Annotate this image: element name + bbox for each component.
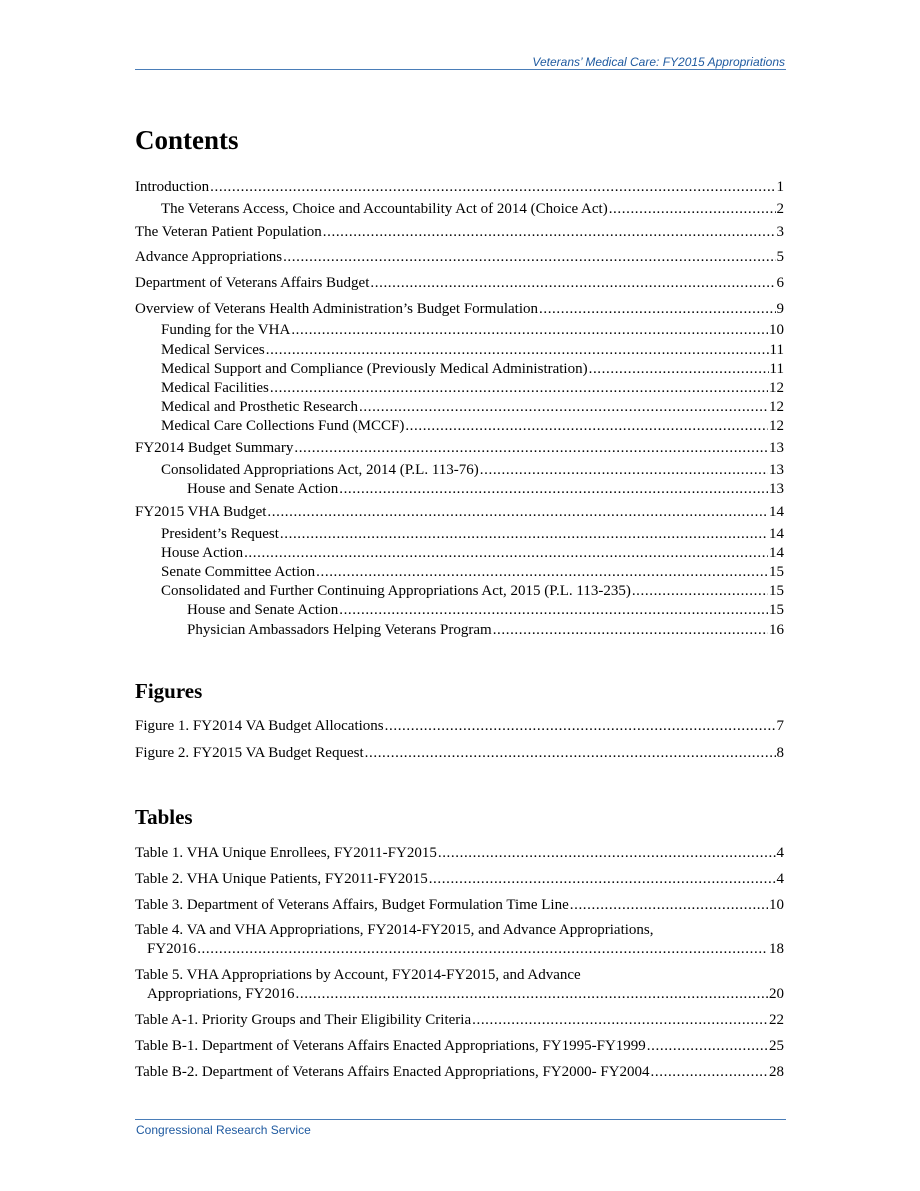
toc-entry-page: 6 <box>776 275 784 291</box>
table-entry[interactable] <box>135 1011 784 1029</box>
dot-leader <box>270 379 768 397</box>
table-entry-page: 4 <box>776 845 784 861</box>
toc-entry-title: FY2014 Budget Summary <box>135 440 294 456</box>
toc-entry-title: Senate Committee Action <box>161 564 316 580</box>
table-entry-title: Table A-1. Priority Groups and Their Eligibility Criteria <box>135 1012 472 1028</box>
figure-entry[interactable] <box>135 717 784 735</box>
dot-leader <box>280 525 768 543</box>
toc-entry[interactable] <box>135 248 784 266</box>
footer-rule <box>135 1119 786 1120</box>
toc-entry-page: 15 <box>769 602 784 618</box>
toc-entry-page: 11 <box>769 361 784 377</box>
dot-leader <box>323 223 776 241</box>
dot-leader <box>570 896 768 914</box>
toc-entry-page: 5 <box>776 249 784 265</box>
table-entry-page: 10 <box>769 897 784 913</box>
table-entry[interactable] <box>135 1037 784 1055</box>
toc-entry-page: 14 <box>769 526 784 542</box>
toc-entry[interactable] <box>135 417 784 435</box>
table-entry-title-line1[interactable]: Table 5. VHA Appropriations by Account, FY2014-FY2015, and Advance <box>135 967 581 983</box>
dot-leader <box>339 601 768 619</box>
dot-leader <box>316 563 768 581</box>
toc-entry[interactable] <box>135 360 784 378</box>
toc-entry-title: Medical Support and Compliance (Previously Medical Administration) <box>161 361 588 377</box>
table-entry-title: Table B-1. Department of Veterans Affairs Enacted Appropriations, FY1995-FY1999 <box>135 1038 646 1054</box>
toc-entry[interactable] <box>135 582 784 600</box>
dot-leader <box>589 360 769 378</box>
toc-entry-page: 13 <box>769 440 784 456</box>
toc-entry-title: Funding for the VHA <box>161 322 291 338</box>
tables-heading: Tables <box>135 805 193 829</box>
toc-entry[interactable] <box>135 300 784 318</box>
toc-entry-title: The Veteran Patient Population <box>135 224 322 240</box>
table-entry-page: 22 <box>769 1012 784 1028</box>
running-header-title: Veterans’ Medical Care: FY2015 Appropriations <box>532 55 785 69</box>
table-entry-title-line2: FY2016 <box>147 941 197 957</box>
dot-leader <box>283 248 775 266</box>
dot-leader <box>291 321 768 339</box>
table-entry-page: 18 <box>769 941 784 957</box>
table-entry[interactable] <box>135 870 784 888</box>
toc-entry[interactable] <box>135 480 784 498</box>
toc-entry-page: 14 <box>769 545 784 561</box>
toc-entry-page: 16 <box>769 622 784 638</box>
dot-leader <box>539 300 776 318</box>
toc-entry-page: 9 <box>776 301 784 317</box>
toc-entry-title: House and Senate Action <box>187 602 339 618</box>
dot-leader <box>480 461 768 479</box>
table-entry-title-line2: Appropriations, FY2016 <box>147 986 295 1002</box>
toc-entry-page: 12 <box>769 418 784 434</box>
dot-leader <box>296 985 769 1003</box>
table-entry[interactable] <box>135 896 784 914</box>
dot-leader <box>472 1011 768 1029</box>
toc-entry[interactable] <box>135 379 784 397</box>
dot-leader <box>339 480 768 498</box>
table-entry-title-line1[interactable]: Table 4. VA and VHA Appropriations, FY2014-FY2015, and Advance Appropriations, <box>135 922 654 938</box>
table-entry[interactable] <box>135 1063 784 1081</box>
dot-leader <box>429 870 776 888</box>
table-entry[interactable] <box>135 985 784 1003</box>
figure-entry-title: Figure 2. FY2015 VA Budget Request <box>135 745 364 761</box>
toc-entry-title: Consolidated Appropriations Act, 2014 (P.L. 113-76) <box>161 462 479 478</box>
toc-entry-title: Advance Appropriations <box>135 249 283 265</box>
dot-leader <box>244 544 768 562</box>
toc-entry-title: Overview of Veterans Health Administration’s Budget Formulation <box>135 301 538 317</box>
table-entry-page: 25 <box>769 1038 784 1054</box>
toc-entry-title: The Veterans Access, Choice and Accountability Act of 2014 (Choice Act) <box>161 201 608 217</box>
dot-leader <box>385 717 776 735</box>
toc-entry[interactable] <box>135 563 784 581</box>
toc-entry[interactable] <box>135 503 784 521</box>
table-entry-title: Table B-2. Department of Veterans Affairs Enacted Appropriations, FY2000- FY2004 <box>135 1064 650 1080</box>
figure-entry[interactable] <box>135 744 784 762</box>
toc-entry[interactable] <box>135 461 784 479</box>
toc-entry[interactable] <box>135 601 784 619</box>
toc-entry[interactable] <box>135 621 784 639</box>
figure-entry-page: 8 <box>776 745 784 761</box>
table-entry-page: 4 <box>776 871 784 887</box>
toc-entry-page: 13 <box>769 462 784 478</box>
toc-entry[interactable] <box>135 439 784 457</box>
toc-entry[interactable] <box>135 321 784 339</box>
table-entry-page: 20 <box>769 986 784 1002</box>
dot-leader <box>609 200 776 218</box>
toc-entry-title: Consolidated and Further Continuing Appropriations Act, 2015 (P.L. 113-235) <box>161 583 631 599</box>
toc-entry-title: FY2015 VHA Budget <box>135 504 267 520</box>
toc-entry[interactable] <box>135 544 784 562</box>
toc-entry-page: 10 <box>769 322 784 338</box>
figure-entry-title: Figure 1. FY2014 VA Budget Allocations <box>135 718 384 734</box>
toc-entry-page: 15 <box>769 583 784 599</box>
dot-leader <box>405 417 768 435</box>
dot-leader <box>651 1063 768 1081</box>
dot-leader <box>438 844 776 862</box>
dot-leader <box>365 744 776 762</box>
dot-leader <box>267 503 768 521</box>
dot-leader <box>210 178 775 196</box>
table-entry-title: Table 3. Department of Veterans Affairs, Budget Formulation Time Line <box>135 897 569 913</box>
table-entry-title: Table 1. VHA Unique Enrollees, FY2011-FY2015 <box>135 845 437 861</box>
toc-entry[interactable] <box>135 223 784 241</box>
toc-entry[interactable] <box>135 178 784 196</box>
toc-entry-title: House and Senate Action <box>187 481 339 497</box>
dot-leader <box>647 1037 768 1055</box>
toc-entry-page: 14 <box>769 504 784 520</box>
toc-entry[interactable] <box>135 341 784 359</box>
dot-leader <box>294 439 768 457</box>
toc-entry-page: 12 <box>769 399 784 415</box>
dot-leader <box>266 341 769 359</box>
toc-entry-page: 3 <box>776 224 784 240</box>
dot-leader <box>370 274 775 292</box>
dot-leader <box>493 621 768 639</box>
dot-leader <box>359 398 768 416</box>
table-entry-page: 28 <box>769 1064 784 1080</box>
figures-heading: Figures <box>135 679 203 703</box>
toc-entry-page: 1 <box>776 179 784 195</box>
toc-entry-page: 11 <box>769 342 784 358</box>
figure-entry-page: 7 <box>776 718 784 734</box>
toc-entry-title: President’s Request <box>161 526 279 542</box>
toc-entry-title: Medical Facilities <box>161 380 269 396</box>
toc-entry[interactable] <box>135 200 784 218</box>
toc-entry-page: 12 <box>769 380 784 396</box>
toc-entry-title: Introduction <box>135 179 210 195</box>
toc-entry-title: Department of Veterans Affairs Budget <box>135 275 370 291</box>
toc-entry-title: Medical Care Collections Fund (MCCF) <box>161 418 405 434</box>
toc-entry-page: 13 <box>769 481 784 497</box>
toc-entry-title: Medical and Prosthetic Research <box>161 399 359 415</box>
toc-entry-page: 15 <box>769 564 784 580</box>
toc-entry[interactable] <box>135 398 784 416</box>
toc-entry[interactable] <box>135 525 784 543</box>
table-entry-title: Table 2. VHA Unique Patients, FY2011-FY2015 <box>135 871 428 887</box>
dot-leader <box>197 940 768 958</box>
header-rule <box>135 69 786 70</box>
footer-source: Congressional Research Service <box>136 1123 311 1137</box>
table-entry[interactable] <box>135 940 784 958</box>
table-entry[interactable] <box>135 844 784 862</box>
toc-entry-title: House Action <box>161 545 244 561</box>
contents-heading: Contents <box>135 125 239 155</box>
dot-leader <box>632 582 768 600</box>
toc-entry-title: Physician Ambassadors Helping Veterans Program <box>187 622 492 638</box>
toc-entry-page: 2 <box>776 201 784 217</box>
toc-entry[interactable] <box>135 274 784 292</box>
toc-entry-title: Medical Services <box>161 342 265 358</box>
